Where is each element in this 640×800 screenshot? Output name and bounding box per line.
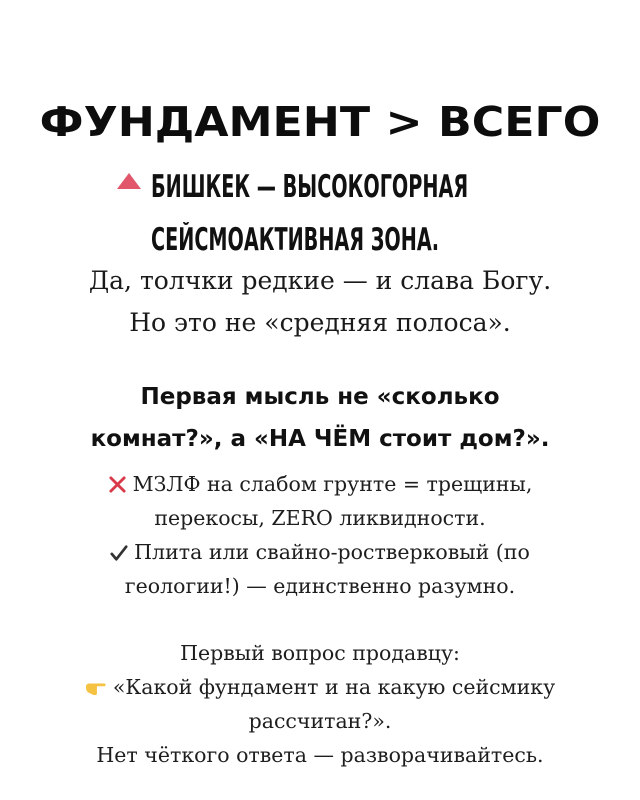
question-label: Первый вопрос продавцу: (180, 641, 460, 665)
intro-line-2: Но это не «средняя полоса». (129, 308, 511, 337)
question-line-1: «Какой фундамент и на какую сейсмику (0, 677, 640, 701)
good-point-line-1: Плита или свайно-ростверковый (по (0, 542, 640, 566)
intro-line-1: Да, толчки редкие — и слава Богу. (88, 266, 552, 295)
warning-line-2: СЕЙСМОАКТИВНАЯ ЗОНА. (151, 222, 440, 258)
good-point-line-2: геологии!) — единственно разумно. (124, 574, 516, 598)
pointing-hand-icon (85, 680, 107, 701)
red-triangle-icon (117, 173, 141, 189)
headline: ФУНДАМЕНТ > ВСЕГО (39, 98, 601, 146)
thought-line-2: комнат?», а «НА ЧЁМ стоит дом?». (90, 426, 550, 452)
bad-point-line-2: перекосы, ZERO ликвидности. (154, 506, 486, 530)
thought-line-1: Первая мысль не «сколько (140, 384, 500, 410)
cross-mark-icon (108, 475, 127, 498)
bad-point-line-1: МЗЛФ на слабом грунте = трещины, (0, 474, 640, 498)
question-line-2: рассчитан?». (248, 709, 392, 733)
check-mark-icon (110, 544, 128, 566)
warning-line-1: БИШКЕК — ВЫСОКОГОРНАЯ (151, 169, 469, 205)
closing-line: Нет чёткого ответа — разворачивайтесь. (96, 743, 544, 767)
